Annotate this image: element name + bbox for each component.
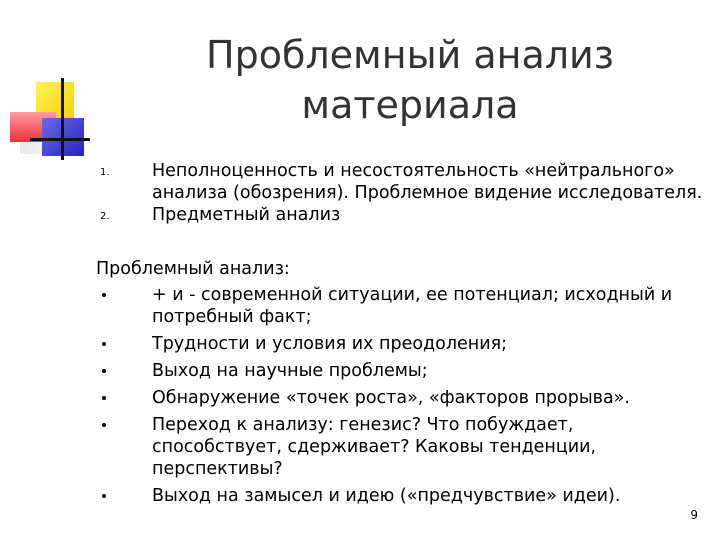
slide-title-line-2: материала (301, 83, 519, 127)
slide-body (96, 160, 706, 512)
bullet-dot-icon (102, 494, 106, 498)
item-number: 2. (100, 211, 110, 222)
slide-title (120, 30, 700, 130)
section-heading: Проблемный анализ: (96, 259, 290, 279)
page-number: 9 (690, 508, 698, 522)
bullet-dot-icon (102, 342, 106, 346)
bullet-text: Трудности и условия их преодоления; (152, 334, 508, 354)
bullet-item (96, 414, 706, 480)
item-text: Предметный анализ (152, 205, 341, 225)
bullet-item (96, 387, 706, 409)
bullet-dot-icon (102, 423, 106, 427)
bullet-text: Выход на научные проблемы; (152, 361, 428, 381)
bullet-item (96, 485, 706, 507)
logo-horizontal-line (30, 138, 90, 141)
bullet-dot-icon (102, 396, 106, 400)
slide-title-line-1: Проблемный анализ (206, 33, 614, 77)
numbered-item (96, 160, 706, 204)
bullet-item (96, 284, 706, 328)
bullet-dot-icon (102, 369, 106, 373)
numbered-list (96, 160, 706, 226)
bullet-text: Переход к анализу: генезис? Что побуждает, способствует, сдерживает? Каковы тенденции, перспективы? (152, 415, 597, 479)
bullet-list (96, 284, 706, 507)
bullet-text: Выход на замысел и идею («предчувствие» идеи). (152, 486, 621, 506)
bullet-text: + и - современной ситуации, ее потенциал; исходный и потребный факт; (152, 285, 673, 327)
bullet-dot-icon (102, 293, 106, 297)
item-number: 1. (100, 167, 110, 178)
numbered-item (96, 204, 706, 226)
bullet-item (96, 360, 706, 382)
decorative-logo (0, 0, 110, 170)
item-text: Неполноценность и несостоятельность «нейтрального» анализа (обозрения). Проблемное видение исследователя. (152, 161, 703, 203)
logo-vertical-line (61, 78, 64, 160)
bullet-item (96, 333, 706, 355)
bullet-text: Обнаружение «точек роста», «факторов прорыва». (152, 388, 630, 408)
